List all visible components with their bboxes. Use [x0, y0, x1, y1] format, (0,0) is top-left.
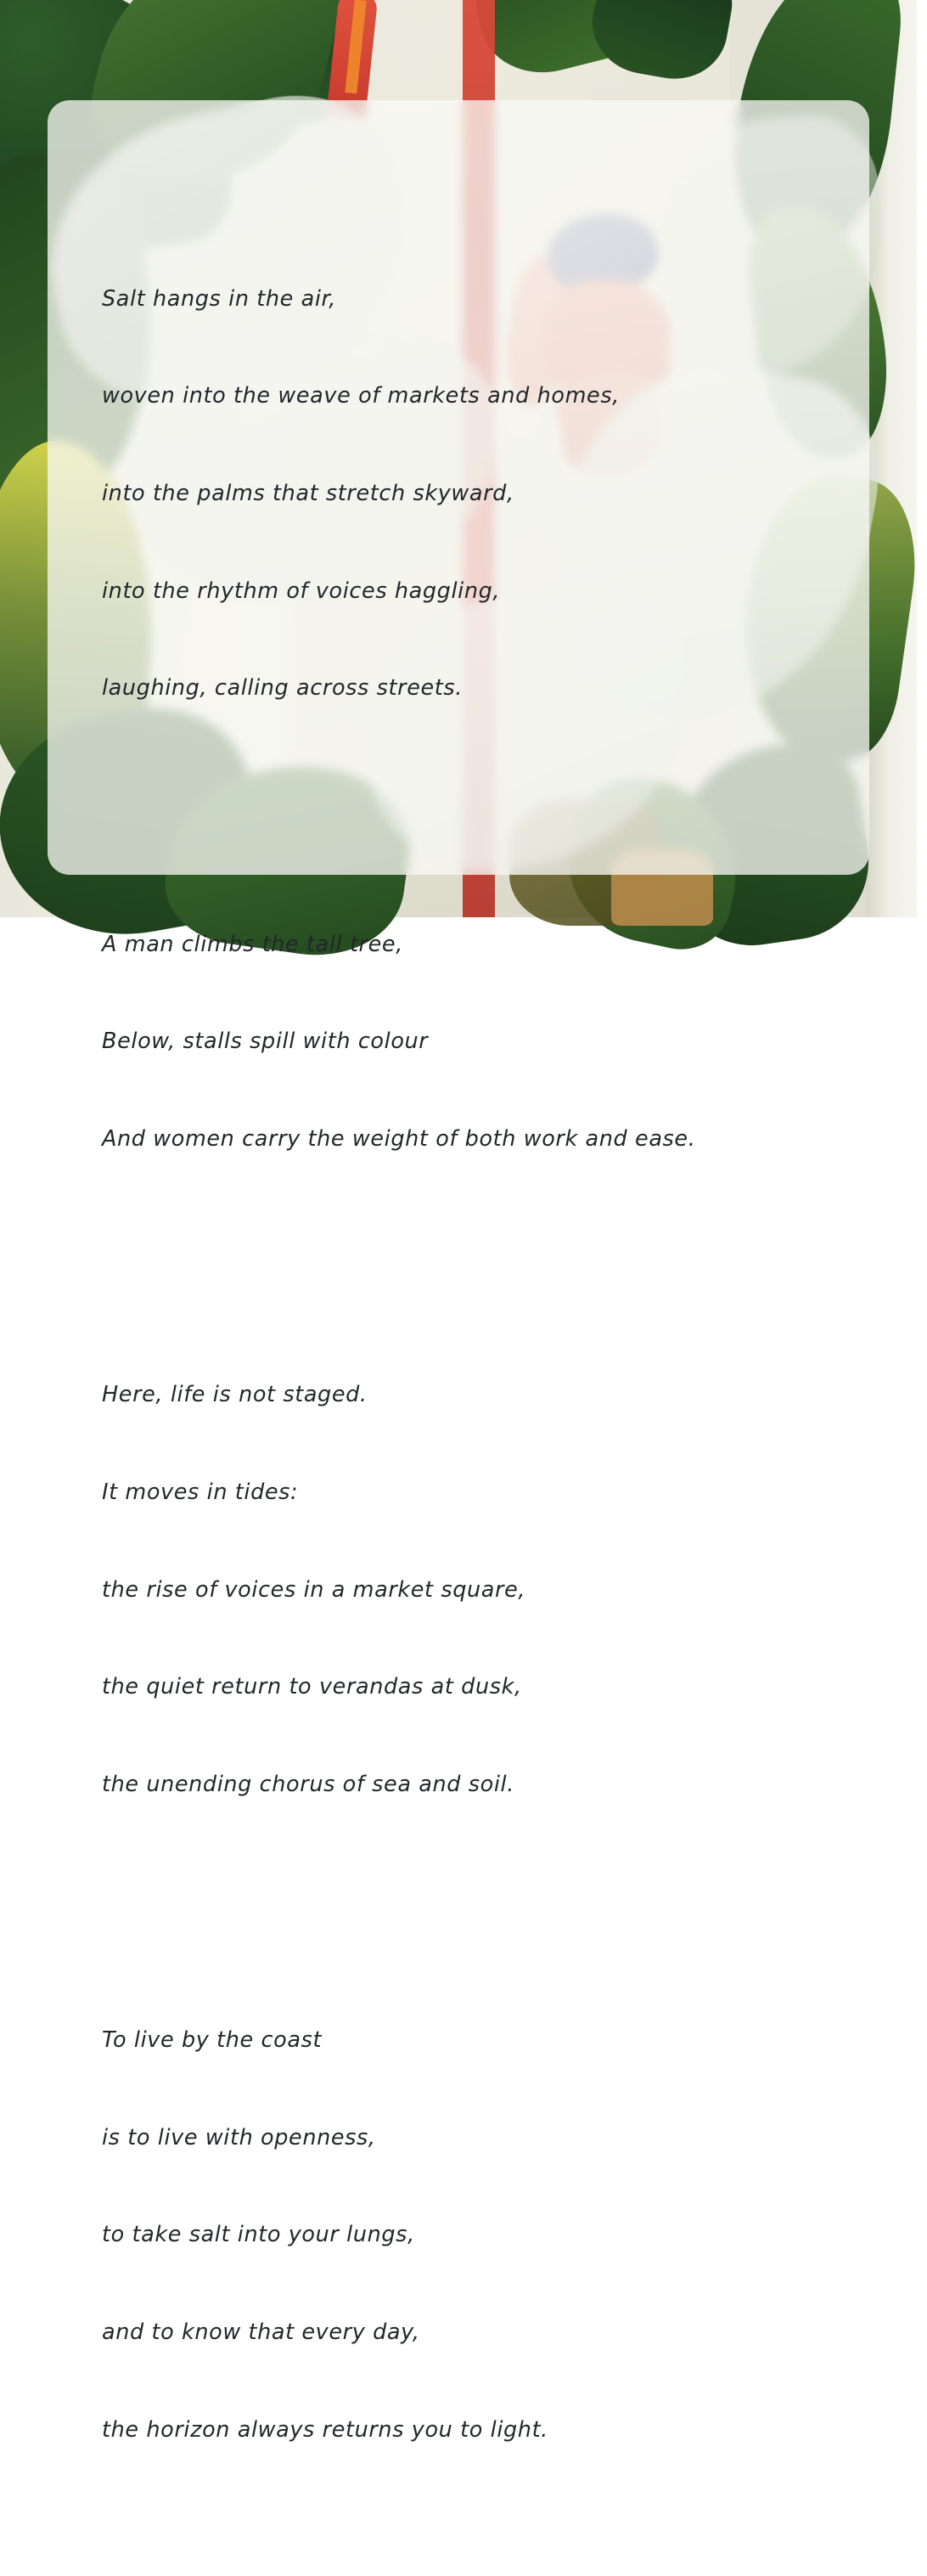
poem-line: And women carry the weight of both work and ease.: [102, 1125, 696, 1152]
poem-line: Here, life is not staged.: [102, 1382, 368, 1408]
poem-line: into the rhythm of voices haggling,: [102, 578, 501, 604]
poem-line: Salt hangs in the air,: [102, 285, 336, 312]
poem-stanza: [102, 1959, 815, 2511]
poem-line: to take salt into your lungs,: [102, 2222, 415, 2248]
poem-card: [48, 100, 869, 2443]
poem-stanza: [102, 863, 815, 1220]
poem-line: It moves in tides:: [102, 1479, 299, 1505]
poem-line: woven into the weave of markets and homes,: [102, 383, 620, 409]
poem-line: the unending chorus of sea and soil.: [102, 1771, 514, 1797]
poem-text: [102, 153, 815, 2576]
poem-line: is to live with openness,: [102, 2124, 376, 2150]
poem-stanza: [102, 1314, 815, 1865]
poem-line: the horizon always returns you to light.: [102, 2416, 548, 2443]
poem-line: laughing, calling across streets.: [102, 675, 463, 702]
poem-line: To live by the coast: [102, 2027, 323, 2054]
poem-stanza: [102, 217, 815, 769]
poem-line: into the palms that stretch skyward,: [102, 481, 514, 507]
poem-line: the quiet return to verandas at dusk,: [102, 1674, 522, 1700]
poem-line: Below, stalls spill with colour: [102, 1029, 429, 1055]
poem-line: the rise of voices in a market square,: [102, 1576, 526, 1603]
poem-line: and to know that every day,: [102, 2320, 420, 2345]
poem-line: A man climbs the tall tree,: [102, 931, 403, 957]
